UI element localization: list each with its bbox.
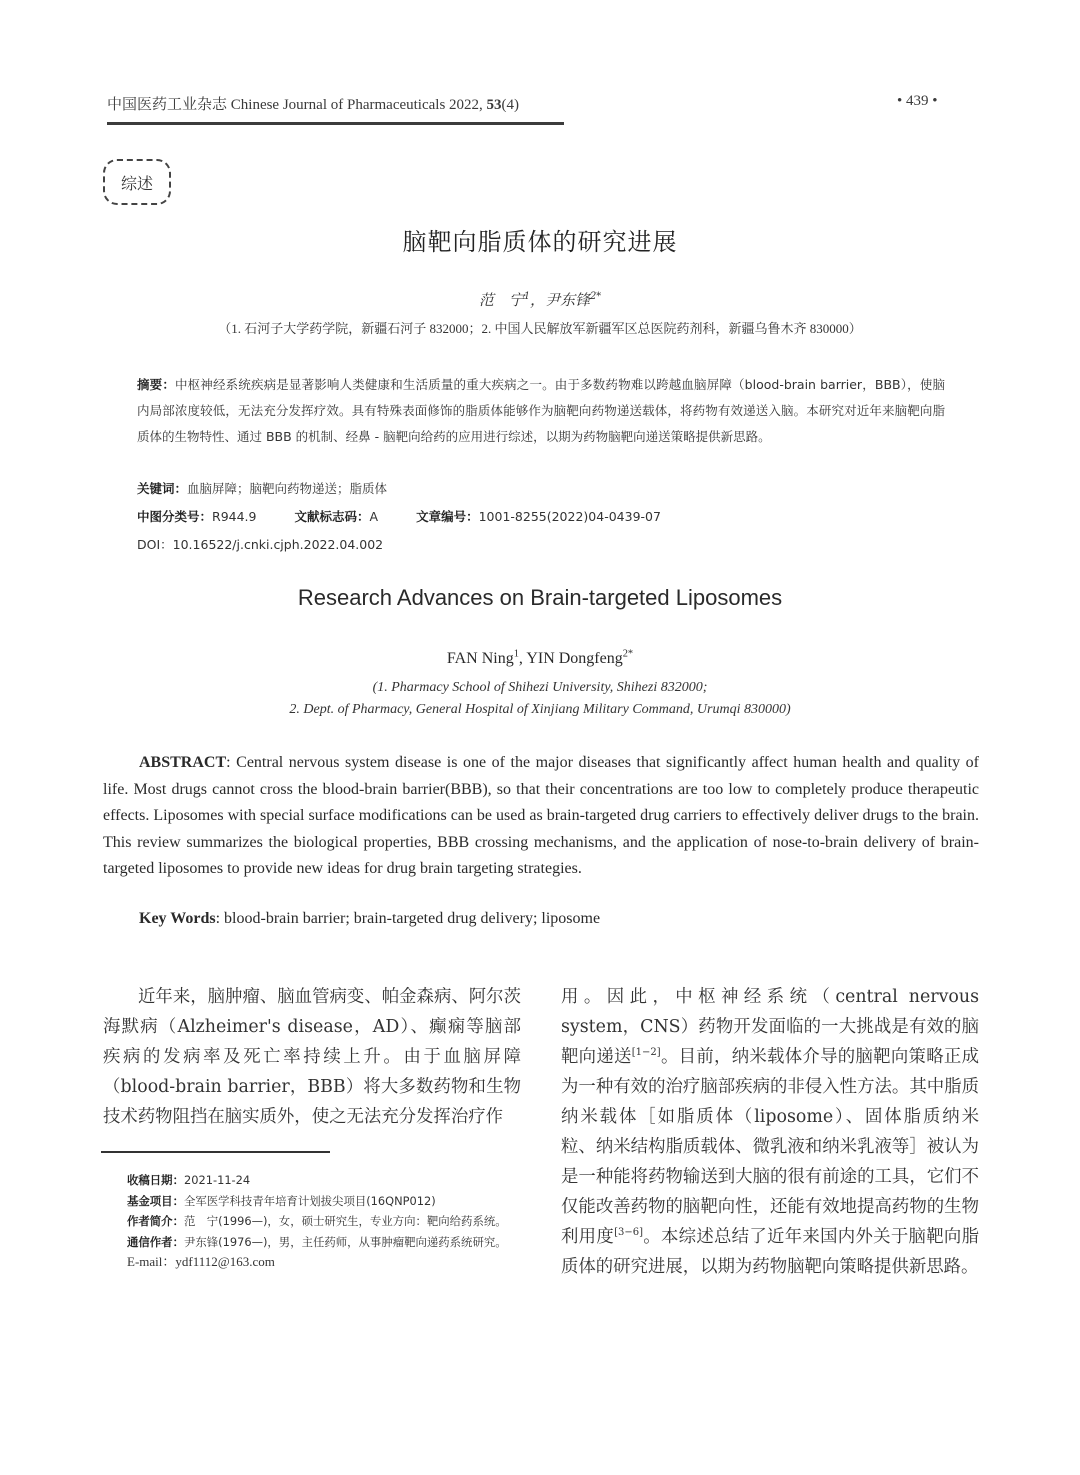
footnotes bbox=[101, 1170, 521, 1273]
doi-label: DOI： bbox=[137, 537, 173, 552]
body-text: 。目前，纳米载体介导的脑靶向策略正成为一种有效的治疗脑部疾病的非侵入性方法。其中脂质纳米载体［如脂质体（liposome）、固体脂质纳米粒、纳米结构脂质载体、微乳液和纳米乳液等］被认为是一种能将药物输送到大脑的很有前途的工具，它们不仅能改善药物的脑靶向性，还能有效地提高药物的生物利用度 bbox=[561, 1047, 979, 1247]
keywords-label: 关键词： bbox=[137, 481, 188, 496]
email-link[interactable]: ydf1112@163.com bbox=[175, 1254, 275, 1269]
body-text: 用。因此，中枢神经系统（central nervous system，CNS）药物开发面临的一大挑战是有效的脑靶向递送 bbox=[561, 987, 979, 1067]
journal-issue: (4) bbox=[501, 97, 520, 113]
article-no-label: 文章编号： bbox=[416, 509, 479, 524]
review-badge-label: 综述 bbox=[120, 173, 153, 193]
keywords-text: 血脑屏障；脑靶向药物递送；脂质体 bbox=[187, 481, 388, 496]
abstract-label: ABSTRACT bbox=[139, 754, 227, 771]
article-no-value: 1001-8255(2022)04-0439-07 bbox=[478, 509, 661, 524]
author-name: 尹东锋 bbox=[545, 291, 591, 309]
footnote-label: 作者简介： bbox=[127, 1214, 184, 1228]
footnote-fund bbox=[101, 1191, 521, 1212]
author-separator: ， bbox=[530, 291, 546, 309]
footnote-received bbox=[101, 1170, 521, 1191]
footnote-label: 通信作者： bbox=[127, 1234, 184, 1249]
author-name: FAN Ning bbox=[446, 650, 514, 667]
doc-code-value: A bbox=[369, 509, 379, 524]
abstract-text: : Central nervous system disease is one of the major diseases that significantly affect human health and quality of life. Most drugs cannot cross the blood-brain barrier(BBB), so that their concentrations are too low to completely produce therapeutic effects. Liposomes with special surface modifications can be used as brain-targeted drug carriers to effectively deliver drugs to the brain. This review summarizes the biological properties, BBB crossing mechanisms, and the application of nose-to-brain delivery of brain-targeted liposomes to provide new ideas for drug brain targeting strategies. bbox=[103, 754, 979, 878]
english-abstract bbox=[103, 750, 979, 883]
affiliation-marker: 2* bbox=[590, 291, 602, 302]
doi-line bbox=[137, 535, 383, 553]
footnote-value: 全军医学科技青年培育计划拔尖项目(16QNP012) bbox=[183, 1193, 436, 1208]
doc-code-label: 文献标志码： bbox=[294, 509, 370, 524]
classification-line bbox=[137, 507, 661, 525]
footnote-value: 2021-11-24 bbox=[183, 1173, 251, 1187]
chinese-title: 脑靶向脂质体的研究进展 bbox=[402, 228, 678, 256]
author-separator: , bbox=[518, 650, 527, 667]
journal-year: 2022, bbox=[449, 97, 483, 113]
journal-name-en: Chinese Journal of Pharmaceuticals bbox=[230, 97, 446, 113]
running-header bbox=[107, 93, 564, 125]
footnote-author-bio bbox=[101, 1211, 521, 1232]
footnote-label: 基金项目： bbox=[127, 1193, 184, 1208]
journal-name-cn: 中国医药工业杂志 bbox=[107, 97, 228, 113]
keywords-label: Key Words bbox=[139, 910, 216, 927]
clc-label: 中图分类号： bbox=[137, 509, 213, 524]
citation-link[interactable]: [3−6] bbox=[614, 1227, 643, 1239]
body-text: 。本综述总结了近年来国内外关于脑靶向脂质体的研究进展，以期为药物脑靶向策略提供新思路。 bbox=[561, 1227, 979, 1277]
citation-link[interactable]: [1−2] bbox=[631, 1047, 661, 1059]
footnote-label: 收稿日期： bbox=[127, 1173, 184, 1187]
footnote-divider bbox=[101, 1151, 330, 1153]
affiliation-marker: 1 bbox=[513, 648, 519, 660]
english-affiliation-line-1: (1. Pharmacy School of Shihezi University, Shihezi 832000; bbox=[372, 680, 708, 695]
english-authors bbox=[0, 650, 1080, 668]
chinese-authors bbox=[0, 289, 1080, 310]
clc-value: R944.9 bbox=[212, 509, 257, 524]
abstract-text: 中枢神经系统疾病是显著影响人类健康和生活质量的重大疾病之一。由于多数药物难以跨越血脑屏障（blood-brain barrier，BBB），使脑内局部浓度较低，无法充分发挥疗效。具有特殊表面修饰的脂质体能够作为脑靶向药物递送载体，将药物有效递送入脑。本研究对近年来脑靶向脂质体的生物特性、通过 BBB 的机制、经鼻 - 脑靶向给药的应用进行综述，以期为药物脑靶向递送策略提供新思路。 bbox=[137, 377, 945, 444]
chinese-keywords bbox=[137, 479, 387, 497]
footnote-value: 范 宁(1996—)，女，硕士研究生，专业方向：靶向给药系统。 bbox=[183, 1214, 507, 1228]
affiliation-marker: 1 bbox=[523, 291, 531, 302]
journal-volume: 53 bbox=[486, 97, 502, 113]
affiliation-marker: 2* bbox=[622, 648, 634, 660]
doi-value[interactable]: 10.16522/j.cnki.cjph.2022.04.002 bbox=[172, 537, 384, 552]
author-name: 范 宁 bbox=[478, 291, 524, 309]
chinese-affiliation: （1. 石河子大学药学院，新疆石河子 832000；2. 中国人民解放军新疆军区总医院药剂科，新疆乌鲁木齐 830000） bbox=[218, 321, 862, 336]
english-keywords bbox=[139, 910, 979, 928]
english-title: Research Advances on Brain-targeted Liposomes bbox=[297, 585, 783, 610]
body-right-column bbox=[561, 982, 979, 1282]
footnote-value: 尹东锋(1976—)，男，主任药师，从事肿瘤靶向递药系统研究。 bbox=[183, 1234, 507, 1249]
abstract-label: 摘要： bbox=[137, 377, 175, 392]
laurel-frame-icon bbox=[103, 159, 171, 205]
author-name: YIN Dongfeng bbox=[526, 650, 623, 667]
keywords-text: : blood-brain barrier; brain-targeted drug delivery; liposome bbox=[215, 910, 601, 927]
page-number: • 439 • bbox=[897, 93, 938, 109]
footnote-corresponding bbox=[101, 1232, 521, 1253]
body-left-column: 近年来，脑肿瘤、脑血管病变、帕金森病、阿尔茨海默病（Alzheimer's disease，AD）、癫痫等脑部疾病的发病率及死亡率持续上升。由于血脑屏障（blood-brain barrier，BBB）将大多数药物和生物技术药物阻挡在脑实质外，使之无法充分发挥治疗作 bbox=[103, 987, 521, 1127]
chinese-abstract bbox=[137, 372, 945, 450]
english-affiliation-line-2: 2. Dept. of Pharmacy, General Hospital of Xinjiang Military Command, Urumqi 830000) bbox=[289, 702, 791, 717]
footnote-email bbox=[101, 1252, 521, 1273]
footnote-label: E-mail： bbox=[127, 1254, 176, 1269]
